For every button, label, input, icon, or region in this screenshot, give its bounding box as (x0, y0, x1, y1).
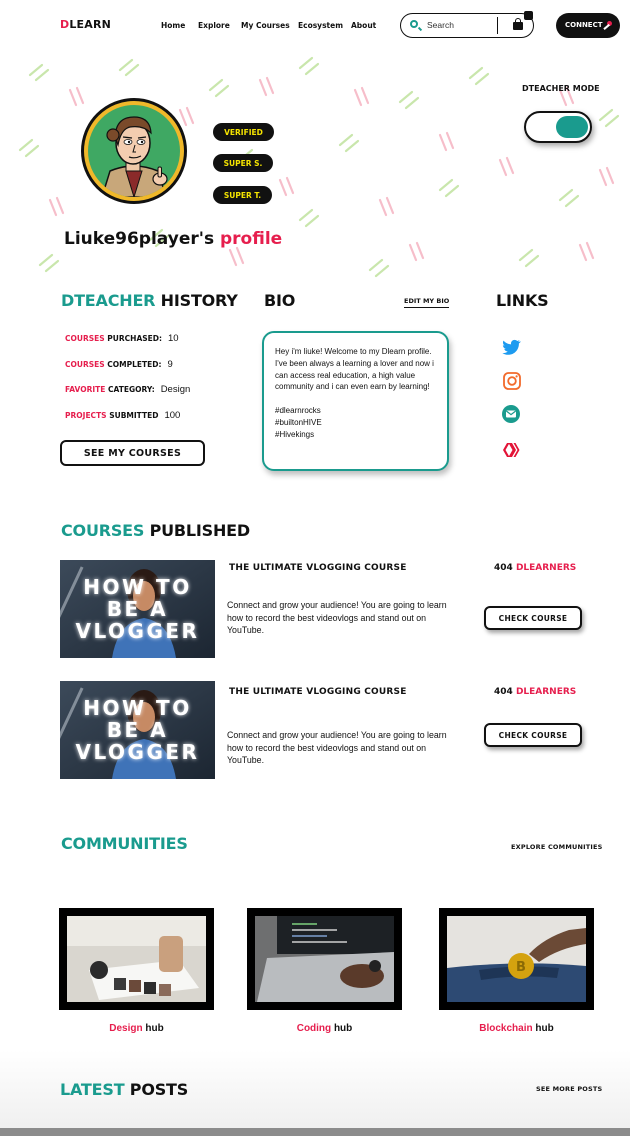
avatar (81, 98, 187, 204)
dteacher-mode-label: DTEACHER MODE (522, 84, 600, 93)
history-row-projects: PROJECTS SUBMITTED 100 (65, 410, 181, 421)
community-label-design[interactable]: Design hub (109, 1023, 164, 1034)
hive-icon[interactable] (501, 440, 521, 460)
cart-icon[interactable] (512, 18, 524, 30)
links-heading: LINKS (496, 291, 549, 310)
bio-tag: #Hivekings (275, 429, 315, 439)
community-card-blockchain[interactable] (439, 908, 594, 1010)
course-learners-count: 404 DLEARNERS (494, 563, 577, 573)
dteacher-mode-toggle[interactable] (524, 111, 592, 143)
latest-posts-heading: LATEST POSTS (60, 1080, 189, 1099)
history-row-completed: COURSES COMPLETED: 9 (65, 359, 173, 370)
bio-tag: #dlearnrocks (275, 406, 321, 416)
community-card-design[interactable] (59, 908, 214, 1010)
logo[interactable]: DLEARN (60, 18, 112, 31)
badge-verified: VERIFIED (213, 123, 274, 141)
course-thumbnail[interactable] (60, 681, 215, 779)
thumbnail-text: HOW TO (83, 575, 192, 599)
course-description: Connect and grow your audience! You are going to learn how to record the best videovlogs and stand out on YouTube. (227, 600, 447, 636)
community-label-coding[interactable]: Coding hub (296, 1023, 353, 1034)
search-divider (497, 17, 498, 34)
bio-text: Hey i'm liuke! Welcome to my Dlearn profile. I've been always a learning a lover and now i can access real education, a high value community and i can even earn by learning! (275, 347, 434, 392)
thumbnail-text: VLOGGER (75, 619, 200, 643)
cart-badge (524, 11, 533, 20)
history-row-purchased: COURSES PURCHASED: 10 (65, 333, 179, 344)
nav-explore[interactable]: Explore (198, 21, 230, 30)
history-heading: DTEACHER HISTORY (61, 291, 238, 310)
badge-super-t: SUPER T. (213, 186, 272, 204)
bio-heading: BIO (264, 291, 296, 310)
badge-super-s: SUPER S. (213, 154, 273, 172)
nav-about[interactable]: About (351, 21, 377, 30)
check-course-button[interactable]: CHECK COURSE (484, 723, 582, 747)
course-title[interactable]: THE ULTIMATE VLOGGING COURSE (229, 563, 407, 573)
course-description: Connect and grow your audience! You are going to learn how to record the best videovlogs and stand out on YouTube. (227, 730, 447, 766)
search-placeholder: Search (427, 20, 454, 30)
see-more-posts-link[interactable]: SEE MORE POSTS (536, 1085, 603, 1093)
horizontal-scrollbar[interactable] (0, 1128, 630, 1136)
check-course-button[interactable]: CHECK COURSE (484, 606, 582, 630)
thumbnail-text: BE A (106, 718, 169, 742)
top-nav (0, 0, 630, 50)
communities-heading: COMMUNITIES (61, 834, 188, 853)
courses-heading: COURSES PUBLISHED (61, 521, 250, 540)
toggle-knob (556, 116, 588, 138)
course-title[interactable]: THE ULTIMATE VLOGGING COURSE (229, 687, 407, 697)
thumbnail-text: BE A (106, 597, 169, 621)
edit-bio-link[interactable]: EDIT MY BIO (404, 297, 449, 308)
history-row-category: FAVORITE CATEGORY: Design (65, 384, 191, 395)
svg-text:B: B (516, 960, 526, 975)
connect-button[interactable]: CONNECT (556, 13, 620, 38)
search-icon (410, 20, 418, 28)
explore-communities-link[interactable]: EXPLORE COMMUNITIES (511, 843, 603, 851)
bio-box (262, 331, 449, 471)
see-my-courses-button[interactable]: SEE MY COURSES (60, 440, 205, 466)
course-thumbnail[interactable] (60, 560, 215, 658)
thumbnail-text: VLOGGER (75, 740, 200, 764)
thumbnail-text: HOW TO (83, 696, 192, 720)
course-learners-count: 404 DLEARNERS (494, 687, 577, 697)
twitter-icon[interactable] (501, 337, 521, 357)
mail-icon[interactable] (501, 404, 521, 424)
nav-ecosystem[interactable]: Ecosystem (298, 21, 344, 30)
instagram-icon[interactable] (502, 371, 522, 391)
key-icon (603, 21, 612, 30)
nav-my-courses[interactable]: My Courses (241, 21, 290, 30)
bio-tag: #builtonHIVE (275, 417, 322, 427)
profile-title: Liuke96player's profile (64, 229, 283, 249)
nav-home[interactable]: Home (161, 21, 186, 30)
community-card-coding[interactable] (247, 908, 402, 1010)
community-label-blockchain[interactable]: Blockchain hub (479, 1023, 554, 1034)
avatar-illustration (88, 105, 180, 197)
